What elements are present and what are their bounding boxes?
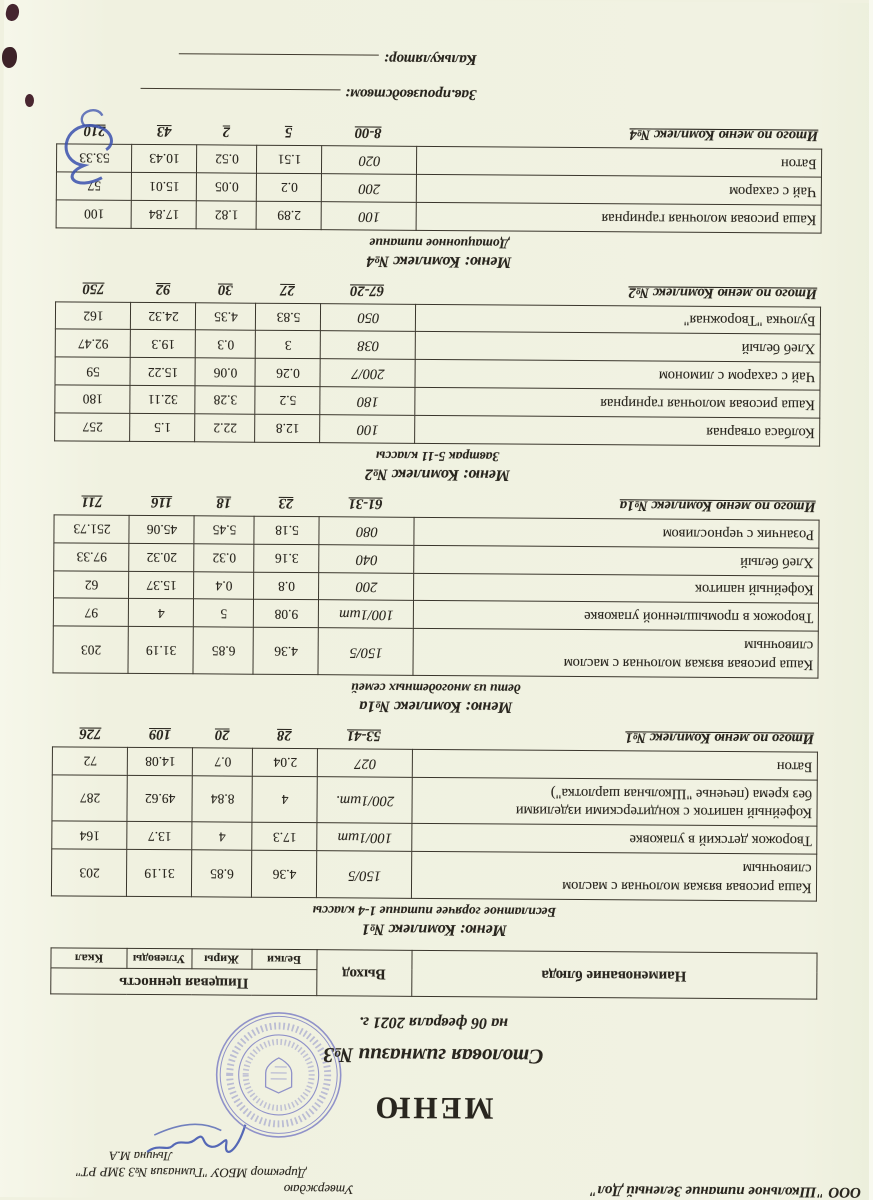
dish-table (53, 514, 820, 678)
dish-output: 200 (319, 572, 414, 601)
calculator-line (4, 46, 477, 71)
total-kcal: 711 (81, 493, 103, 510)
dish-output: 100/1шт (319, 600, 414, 629)
approval-director-line: Директор МБОУ "Гимназия №3 ЗМР РТ" (75, 1164, 307, 1181)
dish-proteins: 3 (256, 331, 321, 359)
total-kcal: 726 (79, 725, 102, 742)
dish-fats: 0.32 (194, 544, 254, 572)
menu-section (2, 121, 873, 273)
dish-output: 100 (320, 415, 415, 444)
dish-row (52, 849, 817, 901)
dish-proteins: 4 (252, 776, 317, 823)
dish-proteins: 0.26 (255, 359, 320, 387)
menu-section-subtitle: дети из многодетных семей (351, 680, 521, 697)
menu-sections (0, 121, 873, 941)
dish-fats: 0.52 (197, 145, 257, 173)
production-manager-signature-line (140, 88, 340, 105)
dish-output: 038 (321, 331, 416, 360)
total-kcal: 210 (83, 122, 106, 139)
dish-proteins: 2.89 (257, 201, 322, 229)
dish-kcal: 100 (57, 200, 132, 228)
total-proteins: 5 (284, 124, 293, 141)
doc-date: на 06 февраля 2021 г. (359, 1013, 508, 1032)
scan-artifact-mark (25, 94, 34, 107)
dish-proteins: 0.8 (254, 572, 319, 600)
total-fats: 18 (216, 494, 232, 511)
dish-kcal: 62 (54, 570, 129, 598)
dish-name: Хлеб белый (416, 332, 821, 363)
column-carbs: Углеводы (126, 948, 191, 968)
menu-section-title: Меню: Комплекс №1 (361, 920, 507, 939)
dish-output: 080 (319, 517, 414, 546)
dish-proteins: 4.36 (252, 851, 317, 898)
document-body (0, 33, 873, 1200)
dish-output: 027 (318, 749, 413, 778)
dish-kcal: 251.73 (54, 515, 129, 543)
dish-name: Творожок детский в упаковке (412, 824, 817, 855)
dish-kcal: 180 (55, 385, 130, 413)
menu-section-title: Меню: Комплекс №2 (364, 465, 510, 484)
dish-carbs: 4 (129, 599, 194, 627)
dish-row (52, 775, 817, 827)
dish-fats: 0.06 (195, 358, 255, 386)
menu-section (0, 492, 873, 718)
dish-fats: 1.82 (197, 201, 257, 229)
total-output: 8-00 (354, 124, 382, 141)
dish-carbs: 31.19 (128, 627, 193, 674)
dish-carbs: 45.06 (129, 515, 194, 543)
dish-carbs: 17.84 (132, 200, 197, 228)
dish-carbs: 14.08 (128, 747, 193, 775)
approval-word: Утверждаю (283, 1181, 354, 1198)
dish-output: 020 (322, 146, 417, 175)
dish-row (56, 329, 821, 362)
dish-name: Творожок в промышленной упаковке (414, 601, 819, 632)
dish-carbs: 13.7 (127, 822, 192, 850)
production-manager-signature (48, 100, 129, 196)
dish-output: 180 (320, 387, 415, 416)
dish-row (56, 301, 821, 334)
total-carbs: 43 (156, 123, 172, 140)
dish-name: Розанчик с черносливом (414, 517, 819, 548)
dish-carbs: 20.32 (129, 543, 194, 571)
dish-proteins: 0.2 (257, 173, 322, 201)
dish-kcal: 72 (53, 747, 128, 775)
menu-section-title: Меню: Комплекс №4 (366, 252, 512, 271)
dish-output: 150/5 (318, 628, 413, 675)
dish-name: Кофейный напиток с кондитерскими изделиями без крема (печенье "Школьная шарлотка") (412, 777, 817, 827)
dish-kcal: 92.47 (56, 329, 131, 357)
menu-total-row (56, 279, 821, 301)
doc-title: МЕНЮ (372, 1090, 494, 1127)
dish-name: Колбаса отварная (415, 415, 820, 446)
total-label: Итого по меню Комплекс №1а (619, 497, 816, 515)
dish-kcal: 203 (53, 626, 128, 673)
dish-carbs: 49.62 (127, 775, 192, 822)
dish-output: 050 (321, 303, 416, 332)
dish-carbs: 15.01 (132, 172, 197, 200)
dish-row (52, 821, 817, 854)
dish-table (51, 746, 818, 901)
dish-carbs: 24.32 (131, 302, 196, 330)
menu-total-row (53, 724, 818, 746)
dish-name: Каша рисовая молочная гарнирная (417, 202, 822, 233)
nutrition-header-table (51, 947, 817, 999)
dish-carbs: 1.5 (130, 413, 195, 441)
calculator-signature-line (179, 53, 379, 70)
dish-row (57, 144, 822, 177)
menu-section (1, 279, 873, 486)
menu-section-title: Меню: Комплекс №1а (359, 697, 513, 716)
dish-carbs: 15.22 (130, 358, 195, 386)
dish-output: 200/1шт. (317, 776, 412, 823)
dish-kcal: 53.33 (57, 144, 132, 172)
dish-name: Батон (417, 146, 822, 177)
dish-kcal: 97 (54, 598, 129, 626)
dish-fats: 4 (192, 822, 252, 850)
dish-row (55, 357, 820, 390)
dish-fats: 3.28 (195, 386, 255, 414)
dish-row (54, 543, 819, 576)
total-label: Итого по меню Комплекс №1 (625, 729, 815, 747)
total-label: Итого по меню Комплекс №4 (629, 126, 819, 144)
column-proteins: Белки (251, 949, 316, 969)
doc-subtitle: Столовая гимназии №3 (323, 1043, 544, 1069)
menu-section (0, 724, 872, 941)
dish-name: Хлеб белый (414, 545, 819, 576)
dish-fats: 5 (194, 599, 254, 627)
dish-kcal: 287 (52, 775, 127, 822)
dish-output: 100/1шт (317, 823, 412, 852)
dish-fats: 4.35 (196, 302, 256, 330)
dish-name: Чай с сахаром с лимоном (415, 360, 820, 391)
dish-name: Каша рисовая молочная гарнирная (415, 388, 820, 419)
approval-director-name: Льчина М.А (109, 1149, 173, 1164)
signature-block (3, 46, 873, 109)
dish-proteins: 12.8 (255, 414, 320, 442)
dish-fats: 22.2 (195, 414, 255, 442)
org-name: ООО "Школьное питание Зеленый Дол" (588, 1182, 861, 1200)
dish-proteins: 1.51 (257, 145, 322, 173)
dish-kcal: 257 (55, 413, 130, 441)
dish-name: Кофейный напиток (414, 573, 819, 604)
dish-proteins: 2.04 (253, 748, 318, 776)
total-output: 61-31 (348, 495, 383, 512)
dish-proteins: 3.16 (254, 544, 319, 572)
dish-output: 200 (322, 174, 417, 203)
dish-table (55, 301, 822, 447)
total-output: 53-41 (346, 727, 381, 744)
dish-carbs: 19.3 (131, 330, 196, 358)
menu-total-row (55, 492, 820, 514)
dish-fats: 0.7 (193, 748, 253, 776)
menu-total-row (57, 121, 822, 143)
dish-row (54, 570, 819, 603)
dish-proteins: 4.36 (253, 627, 318, 674)
dish-carbs: 10.43 (132, 144, 197, 172)
dish-fats: 0.4 (194, 571, 254, 599)
menu-section-subtitle: Дотационное питание (369, 235, 509, 252)
dish-kcal: 57 (57, 172, 132, 200)
total-proteins: 27 (280, 281, 295, 298)
dish-output: 100 (322, 202, 417, 231)
column-nutrition: Пищевая ценность (51, 968, 316, 996)
dish-proteins: 5.18 (254, 516, 319, 544)
dish-row (55, 413, 820, 446)
dish-kcal: 59 (55, 357, 130, 385)
menu-section-subtitle: Завтрак 5-11 классы (375, 448, 500, 465)
dish-kcal: 162 (56, 301, 131, 329)
dish-carbs: 31.19 (127, 850, 192, 897)
dish-proteins: 17.3 (252, 823, 317, 851)
production-manager-label: Зав.производством: (345, 85, 477, 103)
dish-row (54, 515, 819, 548)
dish-fats: 6.85 (192, 850, 252, 897)
dish-output: 150/5 (317, 851, 412, 898)
column-kcal: Ккал (51, 948, 126, 969)
total-output: 67-20 (350, 282, 385, 299)
dish-row (53, 747, 818, 780)
total-proteins: 23 (278, 494, 294, 511)
total-kcal: 750 (82, 280, 105, 297)
total-label: Итого по меню Комплекс №2 (628, 283, 818, 302)
dish-proteins: 5.83 (256, 303, 321, 331)
dish-fats: 8.84 (192, 776, 252, 823)
total-carbs: 116 (151, 493, 173, 511)
column-output: Выход (316, 950, 411, 997)
dish-table (56, 143, 823, 233)
dish-output: 200/7 (320, 359, 415, 388)
dish-kcal: 97.33 (54, 543, 129, 571)
dish-carbs: 32.11 (130, 386, 195, 414)
total-fats: 30 (217, 281, 233, 298)
dish-name: Батон (413, 749, 818, 780)
calculator-label: Калькулятор: (383, 50, 477, 68)
dish-row (57, 200, 822, 233)
dish-proteins: 5.2 (255, 386, 320, 414)
total-fats: 20 (214, 726, 230, 743)
dish-name: Чай с сахаром (417, 174, 822, 205)
column-fats: Жиры (191, 949, 251, 969)
total-carbs: 92 (155, 280, 171, 297)
dish-proteins: 9.08 (254, 600, 319, 628)
dish-fats: 6.85 (193, 627, 253, 674)
dish-kcal: 164 (52, 821, 127, 849)
dish-row (55, 385, 820, 418)
dish-name: Булочка "Творожная" (416, 304, 821, 335)
menu-section-subtitle: Бесплатное горячее питание 1-4 классы (312, 903, 557, 920)
dish-output: 040 (319, 544, 414, 573)
total-fats: 2 (222, 123, 231, 140)
dish-carbs: 15.37 (129, 571, 194, 599)
dish-row (54, 598, 819, 631)
dish-name: Каша рисовая вязкая молочная с маслом сливочным (412, 852, 817, 902)
dish-fats: 0.3 (196, 330, 256, 358)
dish-name: Каша рисовая вязкая молочная с маслом сливочным (413, 629, 818, 679)
dish-kcal: 203 (52, 849, 127, 896)
column-dish-name: Наименование блюда (411, 950, 816, 999)
dish-fats: 5.45 (194, 516, 254, 544)
scan-edge-strip (869, 0, 873, 1200)
dish-fats: 0.05 (197, 173, 257, 201)
total-carbs: 109 (149, 725, 171, 743)
dish-row (53, 626, 818, 678)
total-proteins: 28 (277, 726, 292, 743)
dish-row (57, 172, 822, 205)
